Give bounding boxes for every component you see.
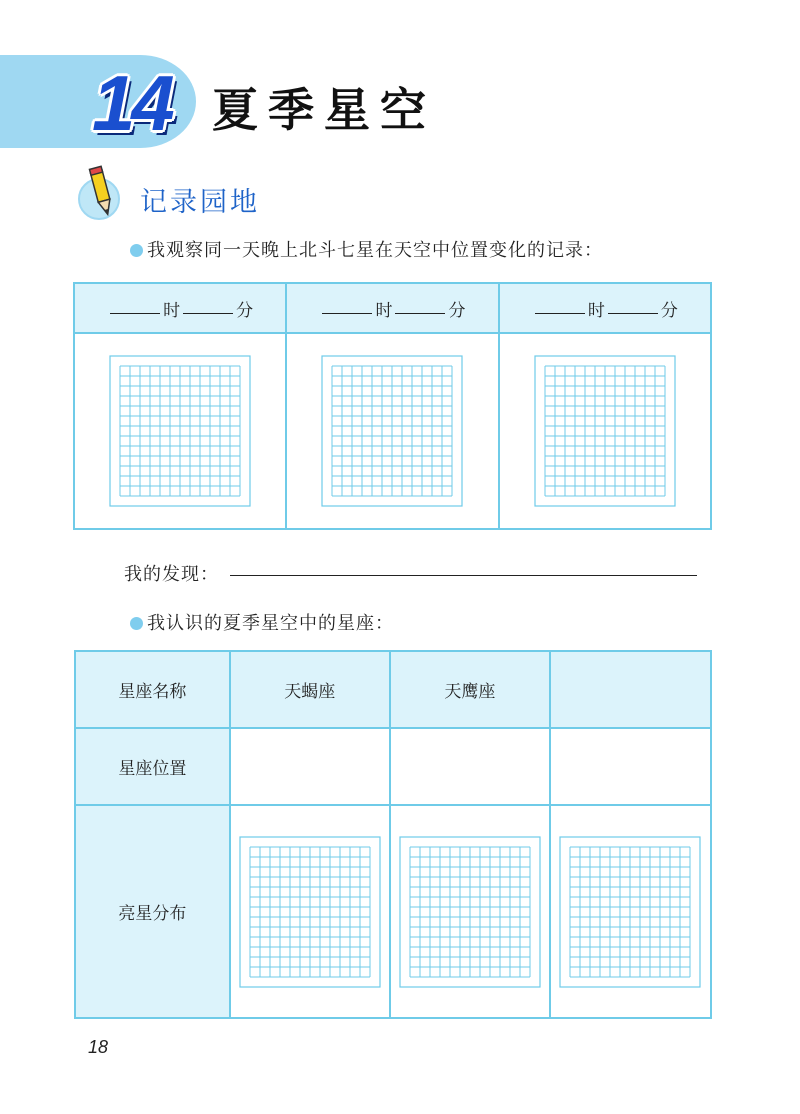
hour-blank[interactable] (535, 312, 585, 314)
constellation-intro: 我认识的夏季星空中的星座： (130, 609, 394, 635)
hour-blank[interactable] (322, 312, 372, 314)
position-cell-3[interactable] (550, 728, 711, 805)
time-cell-1: 时 分 (74, 283, 286, 333)
bullet-dot-icon (130, 244, 143, 257)
drawing-cell-2[interactable] (286, 333, 498, 529)
drawing-grid[interactable] (399, 836, 541, 988)
drawing-grid[interactable] (109, 355, 251, 507)
star-cell-2[interactable] (390, 805, 550, 1018)
position-cell-2[interactable] (390, 728, 550, 805)
position-cell-1[interactable] (230, 728, 390, 805)
constellation-name-2: 天鹰座 (390, 651, 550, 728)
time-cell-3: 时 分 (499, 283, 711, 333)
drawing-grid[interactable] (239, 836, 381, 988)
hour-blank[interactable] (110, 312, 160, 314)
section-title: 记录园地 (140, 187, 260, 218)
finding-answer-line[interactable] (230, 575, 697, 576)
row-label-stars: 亮星分布 (75, 805, 230, 1018)
star-cell-3[interactable] (550, 805, 711, 1018)
minute-blank[interactable] (395, 312, 445, 314)
pencil-icon (72, 165, 130, 223)
finding-label: 我的发现： (124, 564, 219, 585)
row-label-position: 星座位置 (75, 728, 230, 805)
drawing-cell-3[interactable] (499, 333, 711, 529)
constellation-table (74, 650, 712, 1019)
drawing-cell-1[interactable] (74, 333, 286, 529)
minute-blank[interactable] (608, 312, 658, 314)
lesson-title: 夏季星空 (212, 83, 436, 137)
row-label-name: 星座名称 (75, 651, 230, 728)
star-cell-1[interactable] (230, 805, 390, 1018)
observation-intro: 我观察同一天晚上北斗七星在天空中位置变化的记录： (130, 236, 603, 262)
time-cell-2: 时 分 (286, 283, 498, 333)
constellation-name-1: 天蝎座 (230, 651, 390, 728)
drawing-grid[interactable] (534, 355, 676, 507)
minute-blank[interactable] (183, 312, 233, 314)
observation-table (73, 282, 712, 530)
drawing-grid[interactable] (321, 355, 463, 507)
lesson-number: 14 (92, 59, 171, 147)
page-number: 18 (88, 1037, 109, 1057)
drawing-grid[interactable] (559, 836, 701, 988)
bullet-dot-icon (130, 617, 143, 630)
constellation-name-3[interactable] (550, 651, 711, 728)
